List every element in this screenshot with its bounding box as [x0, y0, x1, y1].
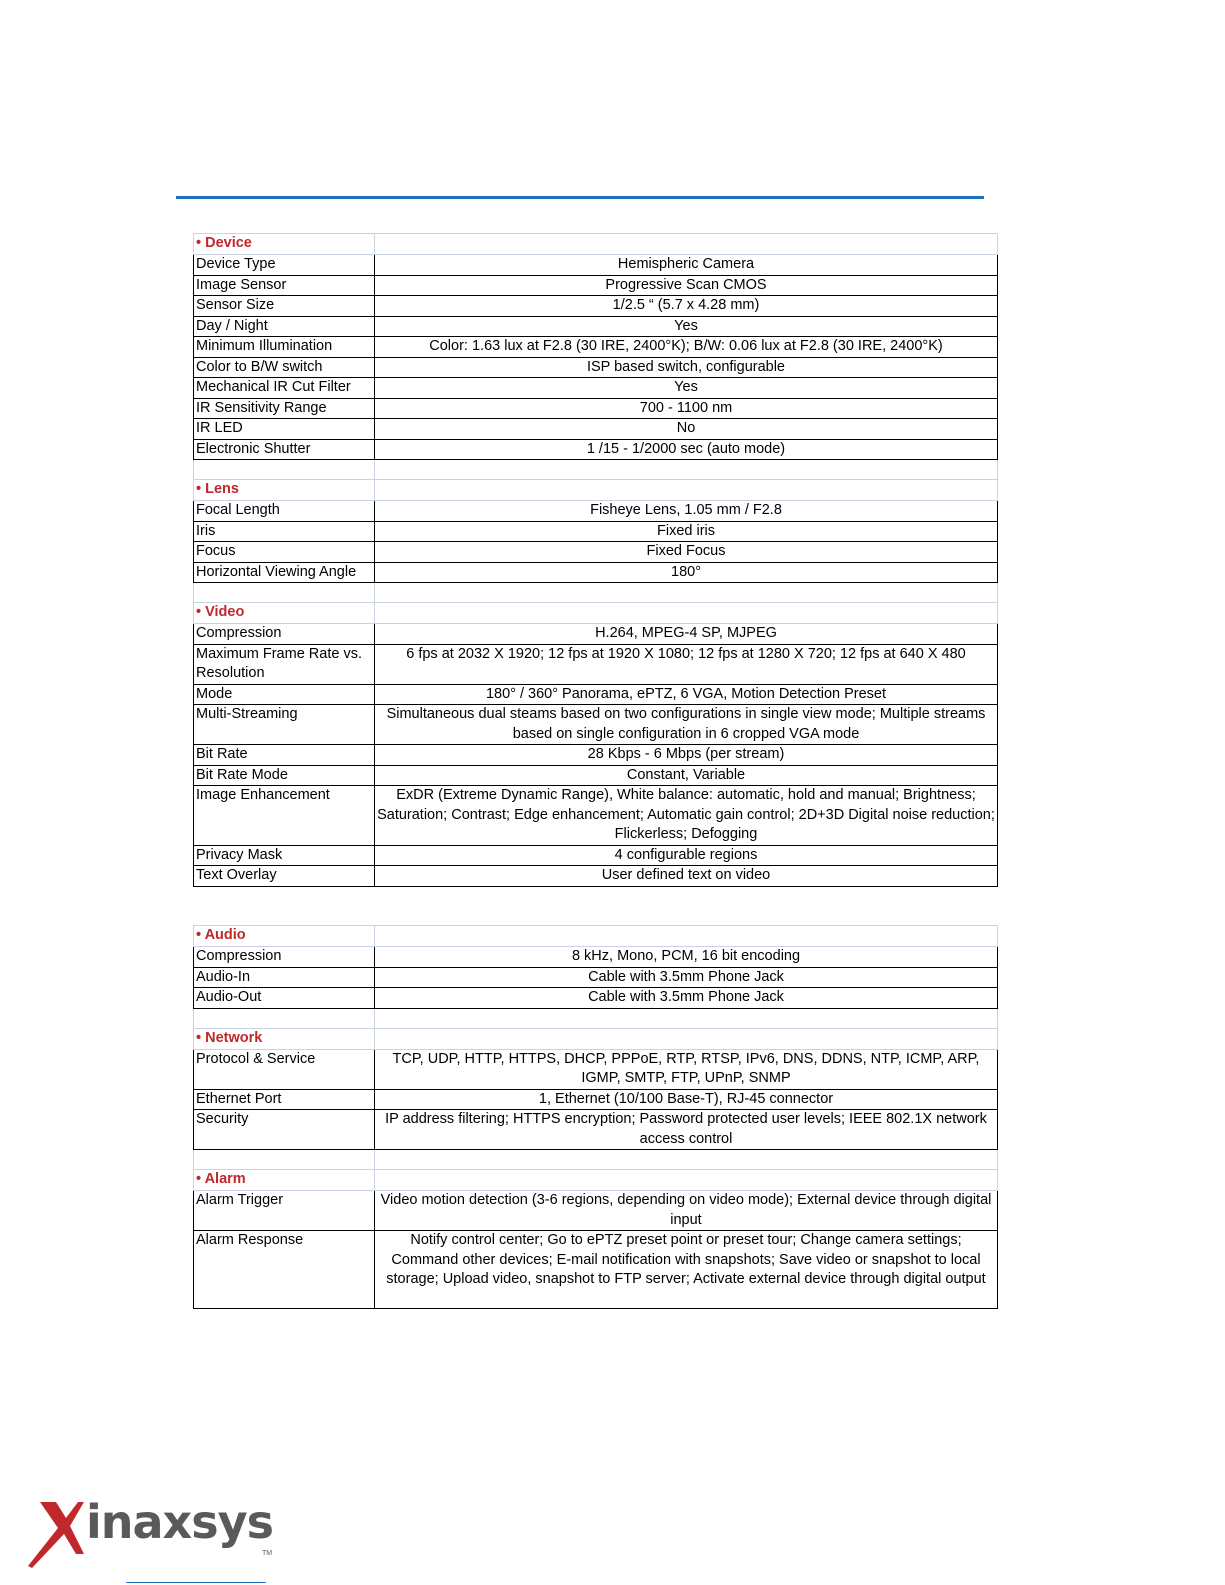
spec-label: Security	[194, 1110, 375, 1150]
section-blank-cell	[375, 480, 998, 501]
spec-label: Compression	[194, 624, 375, 645]
spec-label: Sensor Size	[194, 296, 375, 317]
spec-label: Iris	[194, 521, 375, 542]
spec-value: Fixed iris	[375, 521, 998, 542]
spec-label: Privacy Mask	[194, 845, 375, 866]
spec-label: Maximum Frame Rate vs. Resolution	[194, 644, 375, 684]
spec-table-body-2	[194, 926, 998, 1309]
spacer-row	[194, 583, 998, 603]
logo-trademark: TM	[262, 1550, 273, 1557]
spec-row	[194, 275, 998, 296]
spec-row	[194, 255, 998, 276]
spec-row	[194, 1049, 998, 1089]
bullet-icon: •	[196, 481, 202, 497]
section-title-cell	[194, 926, 375, 947]
spacer-cell	[375, 1008, 998, 1028]
header-rule	[176, 196, 984, 199]
spacer-cell	[194, 1150, 375, 1170]
spec-row	[194, 419, 998, 440]
spec-value: 1, Ethernet (10/100 Base-T), RJ-45 connector	[375, 1089, 998, 1110]
spec-row	[194, 378, 998, 399]
spacer-row	[194, 1150, 998, 1170]
spec-label: Mode	[194, 684, 375, 705]
section-header-row	[194, 1028, 998, 1049]
section-title: Alarm	[204, 1171, 246, 1187]
spec-label: Minimum Illumination	[194, 337, 375, 358]
section-blank-cell	[375, 603, 998, 624]
spec-row	[194, 562, 998, 583]
spec-label: Protocol & Service	[194, 1049, 375, 1089]
spec-value: Yes	[375, 316, 998, 337]
spec-row	[194, 521, 998, 542]
spec-row	[194, 624, 998, 645]
section-title-cell	[194, 1028, 375, 1049]
spec-row	[194, 337, 998, 358]
section-title-cell	[194, 234, 375, 255]
spec-value: Cable with 3.5mm Phone Jack	[375, 967, 998, 988]
spec-label: Bit Rate Mode	[194, 765, 375, 786]
spec-label: Image Enhancement	[194, 786, 375, 846]
spec-label: Mechanical IR Cut Filter	[194, 378, 375, 399]
spec-table-2	[193, 925, 998, 1309]
spec-label: Focal Length	[194, 501, 375, 522]
bullet-icon: •	[196, 927, 202, 943]
bullet-icon: •	[196, 235, 202, 251]
spec-value: Yes	[375, 378, 998, 399]
spec-value: ISP based switch, configurable	[375, 357, 998, 378]
section-title-cell	[194, 1170, 375, 1191]
spec-row	[194, 1089, 998, 1110]
spec-value: 700 - 1100 nm	[375, 398, 998, 419]
spec-row	[194, 866, 998, 887]
spec-row	[194, 745, 998, 766]
section-title: Device	[205, 235, 252, 251]
spec-value: Progressive Scan CMOS	[375, 275, 998, 296]
spec-label: Multi-Streaming	[194, 705, 375, 745]
spec-value: 1 /15 - 1/2000 sec (auto mode)	[375, 439, 998, 460]
spacer-cell	[194, 1008, 375, 1028]
spec-label: Alarm Response	[194, 1231, 375, 1309]
spacer-row	[194, 1008, 998, 1028]
spec-label: Audio-Out	[194, 988, 375, 1009]
spec-label: Ethernet Port	[194, 1089, 375, 1110]
spec-value: Fixed Focus	[375, 542, 998, 563]
spec-value: Hemispheric Camera	[375, 255, 998, 276]
spec-label: Audio-In	[194, 967, 375, 988]
spec-label: Device Type	[194, 255, 375, 276]
spec-row	[194, 765, 998, 786]
spec-row	[194, 501, 998, 522]
spec-value: No	[375, 419, 998, 440]
spacer-cell	[194, 460, 375, 480]
spec-label: IR LED	[194, 419, 375, 440]
bullet-icon: •	[196, 1171, 202, 1187]
spec-label: IR Sensitivity Range	[194, 398, 375, 419]
spec-label: Bit Rate	[194, 745, 375, 766]
section-title-cell	[194, 480, 375, 501]
spec-value: TCP, UDP, HTTP, HTTPS, DHCP, PPPoE, RTP, RTSP, IPv6, DNS, DDNS, NTP, ICMP, ARP, IGMP, SMTP, FTP, UPnP, SNMP	[375, 1049, 998, 1089]
spec-row	[194, 439, 998, 460]
spec-row	[194, 705, 998, 745]
bullet-icon: •	[196, 1029, 202, 1046]
spec-label: Electronic Shutter	[194, 439, 375, 460]
spec-label: Day / Night	[194, 316, 375, 337]
spacer-cell	[194, 583, 375, 603]
spec-value: Cable with 3.5mm Phone Jack	[375, 988, 998, 1009]
logo-wordmark: inaxsys	[86, 1495, 273, 1549]
spec-label: Focus	[194, 542, 375, 563]
spec-value: User defined text on video	[375, 866, 998, 887]
spacer-cell	[375, 1150, 998, 1170]
spec-row	[194, 398, 998, 419]
spec-row	[194, 786, 998, 846]
spec-table-body-1	[194, 234, 998, 887]
bullet-icon: •	[196, 604, 202, 620]
section-header-row	[194, 926, 998, 947]
footer-rule	[126, 1582, 266, 1583]
spec-value: 180° / 360° Panorama, ePTZ, 6 VGA, Motion Detection Preset	[375, 684, 998, 705]
spec-label: Text Overlay	[194, 866, 375, 887]
spec-value: IP address filtering; HTTPS encryption; Password protected user levels; IEEE 802.1X network access control	[375, 1110, 998, 1150]
spec-label: Color to B/W switch	[194, 357, 375, 378]
spec-value: 28 Kbps - 6 Mbps (per stream)	[375, 745, 998, 766]
spec-value: Video motion detection (3-6 regions, depending on video mode); External device through digital input	[375, 1191, 998, 1231]
section-blank-cell	[375, 1170, 998, 1191]
section-header-row	[194, 1170, 998, 1191]
spec-row	[194, 1191, 998, 1231]
spec-row	[194, 542, 998, 563]
section-blank-cell	[375, 234, 998, 255]
spec-row	[194, 296, 998, 317]
spec-value: 180°	[375, 562, 998, 583]
section-title: Network	[205, 1029, 263, 1046]
spec-row	[194, 947, 998, 968]
spec-table-1	[193, 233, 998, 887]
spec-row	[194, 316, 998, 337]
section-title: Lens	[205, 481, 239, 497]
section-title: Audio	[204, 927, 246, 943]
spec-value: Color: 1.63 lux at F2.8 (30 IRE, 2400°K); B/W: 0.06 lux at F2.8 (30 IRE, 2400°K)	[375, 337, 998, 358]
section-header-row	[194, 480, 998, 501]
spec-value: 6 fps at 2032 X 1920; 12 fps at 1920 X 1080; 12 fps at 1280 X 720; 12 fps at 640 X 480	[375, 644, 998, 684]
spacer-cell	[375, 460, 998, 480]
spec-value: 8 kHz, Mono, PCM, 16 bit encoding	[375, 947, 998, 968]
spec-value: Fisheye Lens, 1.05 mm / F2.8	[375, 501, 998, 522]
spec-value: 1/2.5 “ (5.7 x 4.28 mm)	[375, 296, 998, 317]
spec-row	[194, 357, 998, 378]
spec-value: ExDR (Extreme Dynamic Range), White balance: automatic, hold and manual; Brightness; Saturation; Contrast; Edge enhancement; Automatic gain control; 2D+3D Digital noise reduction; Flickerless; Defogging	[375, 786, 998, 846]
spec-row	[194, 988, 998, 1009]
spec-value: H.264, MPEG-4 SP, MJPEG	[375, 624, 998, 645]
spec-value: Simultaneous dual steams based on two configurations in single view mode; Multiple streams based on single configuration in 6 cropped VGA mode	[375, 705, 998, 745]
spacer-row	[194, 460, 998, 480]
section-title-cell	[194, 603, 375, 624]
section-blank-cell	[375, 926, 998, 947]
spec-row	[194, 1110, 998, 1150]
spec-row	[194, 684, 998, 705]
spec-row	[194, 644, 998, 684]
spec-label: Image Sensor	[194, 275, 375, 296]
section-header-row	[194, 234, 998, 255]
spec-value: Notify control center; Go to ePTZ preset point or preset tour; Change camera settings; Command other devices; E-mail notification with snapshots; Save video or snapshot to local storage; Upload video, snapshot to FTP server; Activate external device through digital output	[375, 1231, 998, 1309]
section-title: Video	[205, 604, 245, 620]
section-header-row	[194, 603, 998, 624]
spec-value: 4 configurable regions	[375, 845, 998, 866]
spacer-cell	[375, 583, 998, 603]
spec-row	[194, 967, 998, 988]
spec-label: Compression	[194, 947, 375, 968]
spec-row	[194, 845, 998, 866]
spec-row	[194, 1231, 998, 1309]
spec-label: Alarm Trigger	[194, 1191, 375, 1231]
spec-value: Constant, Variable	[375, 765, 998, 786]
section-blank-cell	[375, 1028, 998, 1049]
spec-label: Horizontal Viewing Angle	[194, 562, 375, 583]
